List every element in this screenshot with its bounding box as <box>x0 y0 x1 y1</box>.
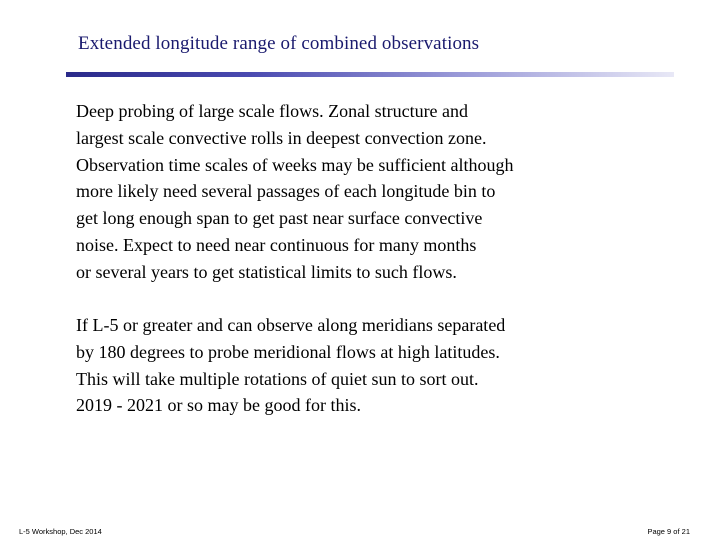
title-underline <box>66 72 674 77</box>
paragraph-line: Observation time scales of weeks may be sufficient although <box>76 154 514 175</box>
paragraph-line: more likely need several passages of each longitude bin to <box>76 181 496 202</box>
paragraph-line: If L-5 or greater and can observe along meridians separated <box>76 315 506 335</box>
paragraph-large-scale-flows <box>76 98 696 286</box>
paragraph-meridional-flows <box>76 312 696 419</box>
paragraph-line: get long enough span to get past near surface convective <box>76 208 483 229</box>
paragraph-line: noise. Expect to need near continuous for many months <box>76 234 477 255</box>
paragraph-line: by 180 degrees to probe meridional flows at high latitudes. <box>76 341 500 362</box>
slide-title: Extended longitude range of combined observations <box>78 33 480 54</box>
paragraph-line: This will take multiple rotations of quiet sun to sort out. <box>76 368 479 389</box>
footer-page-number: Page 9 of 21 <box>647 527 690 536</box>
paragraph-line: or several years to get statistical limits to such flows. <box>76 261 457 282</box>
footer-workshop-label: L-5 Workshop, Dec 2014 <box>19 527 102 536</box>
paragraph-line: Deep probing of large scale flows. Zonal structure and <box>76 101 469 121</box>
paragraph-line: largest scale convective rolls in deepest convection zone. <box>76 127 487 148</box>
paragraph-line: 2019 - 2021 or so may be good for this. <box>76 395 361 416</box>
